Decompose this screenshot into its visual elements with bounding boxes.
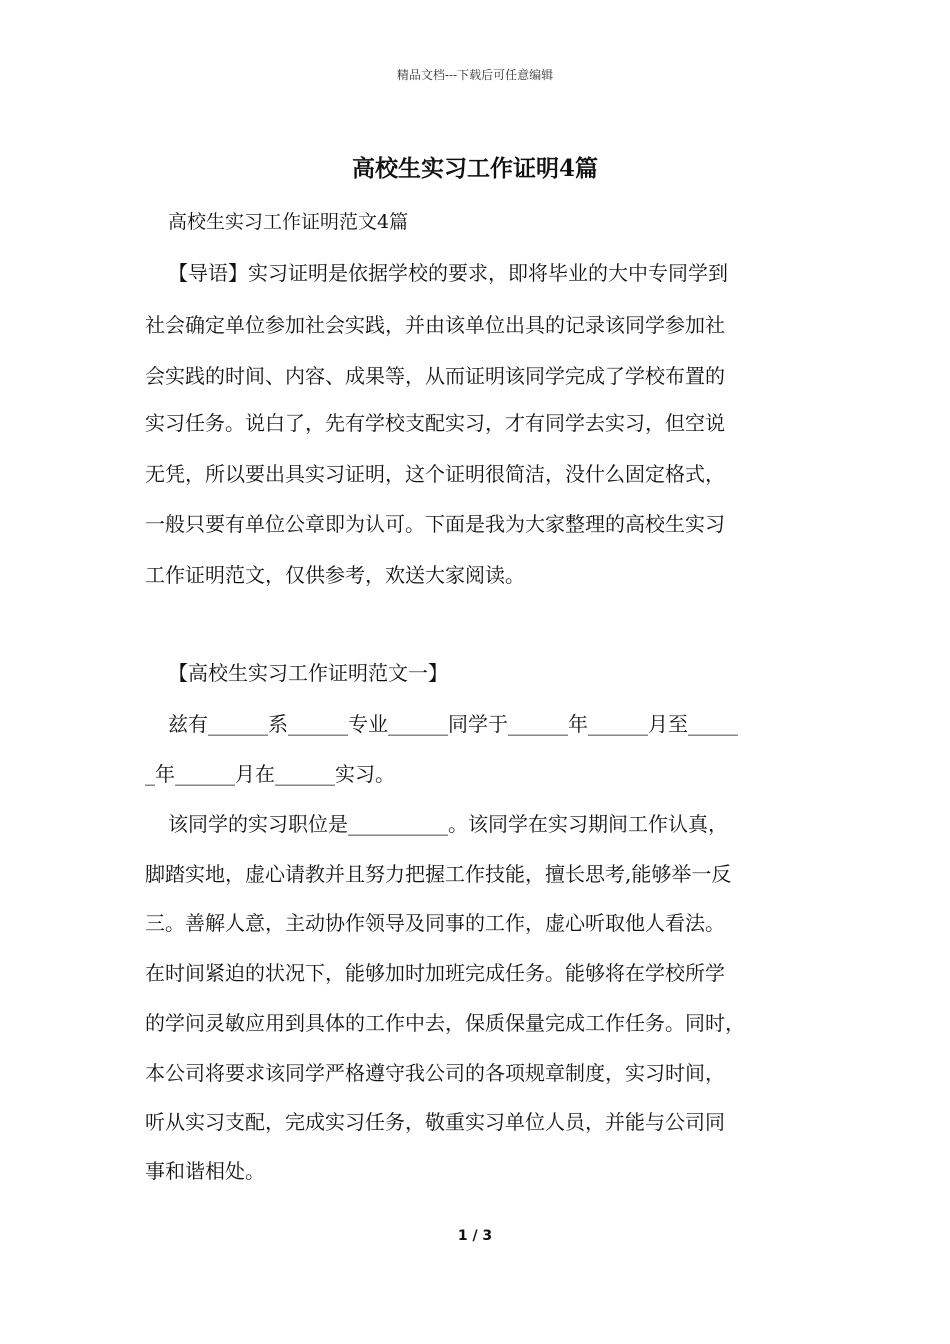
intro-line: 一般只要有单位公章即为认可。下面是我为大家整理的高校生实习 [145, 512, 725, 536]
body-line: 事和谐相处。 [145, 1159, 265, 1183]
page-number: 1 / 3 [457, 1228, 493, 1244]
page-header: 精品文档---下载后可任意编辑 [396, 68, 554, 82]
body-line: 听从实习支配，完成实习任务，敬重实习单位人员，并能与公司同 [145, 1110, 725, 1134]
intro-line: 社会确定单位参加社会实践，并由该单位出具的记录该同学参加社 [145, 313, 725, 337]
fill-line: _年______月在______实习。 [145, 762, 395, 786]
body-line: 该同学的实习职位是__________。该同学在实习期间工作认真， [168, 812, 728, 836]
intro-line: 无凭，所以要出具实习证明，这个证明很简洁，没什么固定格式， [145, 462, 725, 486]
intro-line: 会实践的时间、内容、成果等，从而证明该同学完成了学校布置的 [145, 364, 725, 388]
body-line: 的学问灵敏应用到具体的工作中去，保质保量完成工作任务。同时， [145, 1011, 745, 1035]
section-heading: 【高校生实习工作证明范文一】 [168, 661, 448, 685]
intro-line: 【导语】实习证明是依据学校的要求，即将毕业的大中专同学到 [168, 261, 728, 285]
body-line: 脚踏实地，虚心请教并且努力把握工作技能，擅长思考,能够举一反 [145, 862, 732, 886]
intro-line: 工作证明范文，仅供参考，欢送大家阅读。 [145, 563, 525, 587]
body-line: 本公司将要求该同学严格遵守我公司的各项规章制度，实习时间， [145, 1061, 725, 1085]
fill-line: 兹有______系______专业______同学于______年______月至_____ [168, 712, 738, 736]
intro-line: 实习任务。说白了，先有学校支配实习，才有同学去实习，但空说 [145, 411, 725, 435]
body-line: 三。善解人意，主动协作领导及同事的工作，虚心听取他人看法。 [145, 911, 725, 935]
document-title: 高校生实习工作证明4篇 [351, 155, 598, 182]
document-subtitle: 高校生实习工作证明范文4篇 [168, 211, 409, 233]
body-line: 在时间紧迫的状况下，能够加时加班完成任务。能够将在学校所学 [145, 961, 725, 985]
